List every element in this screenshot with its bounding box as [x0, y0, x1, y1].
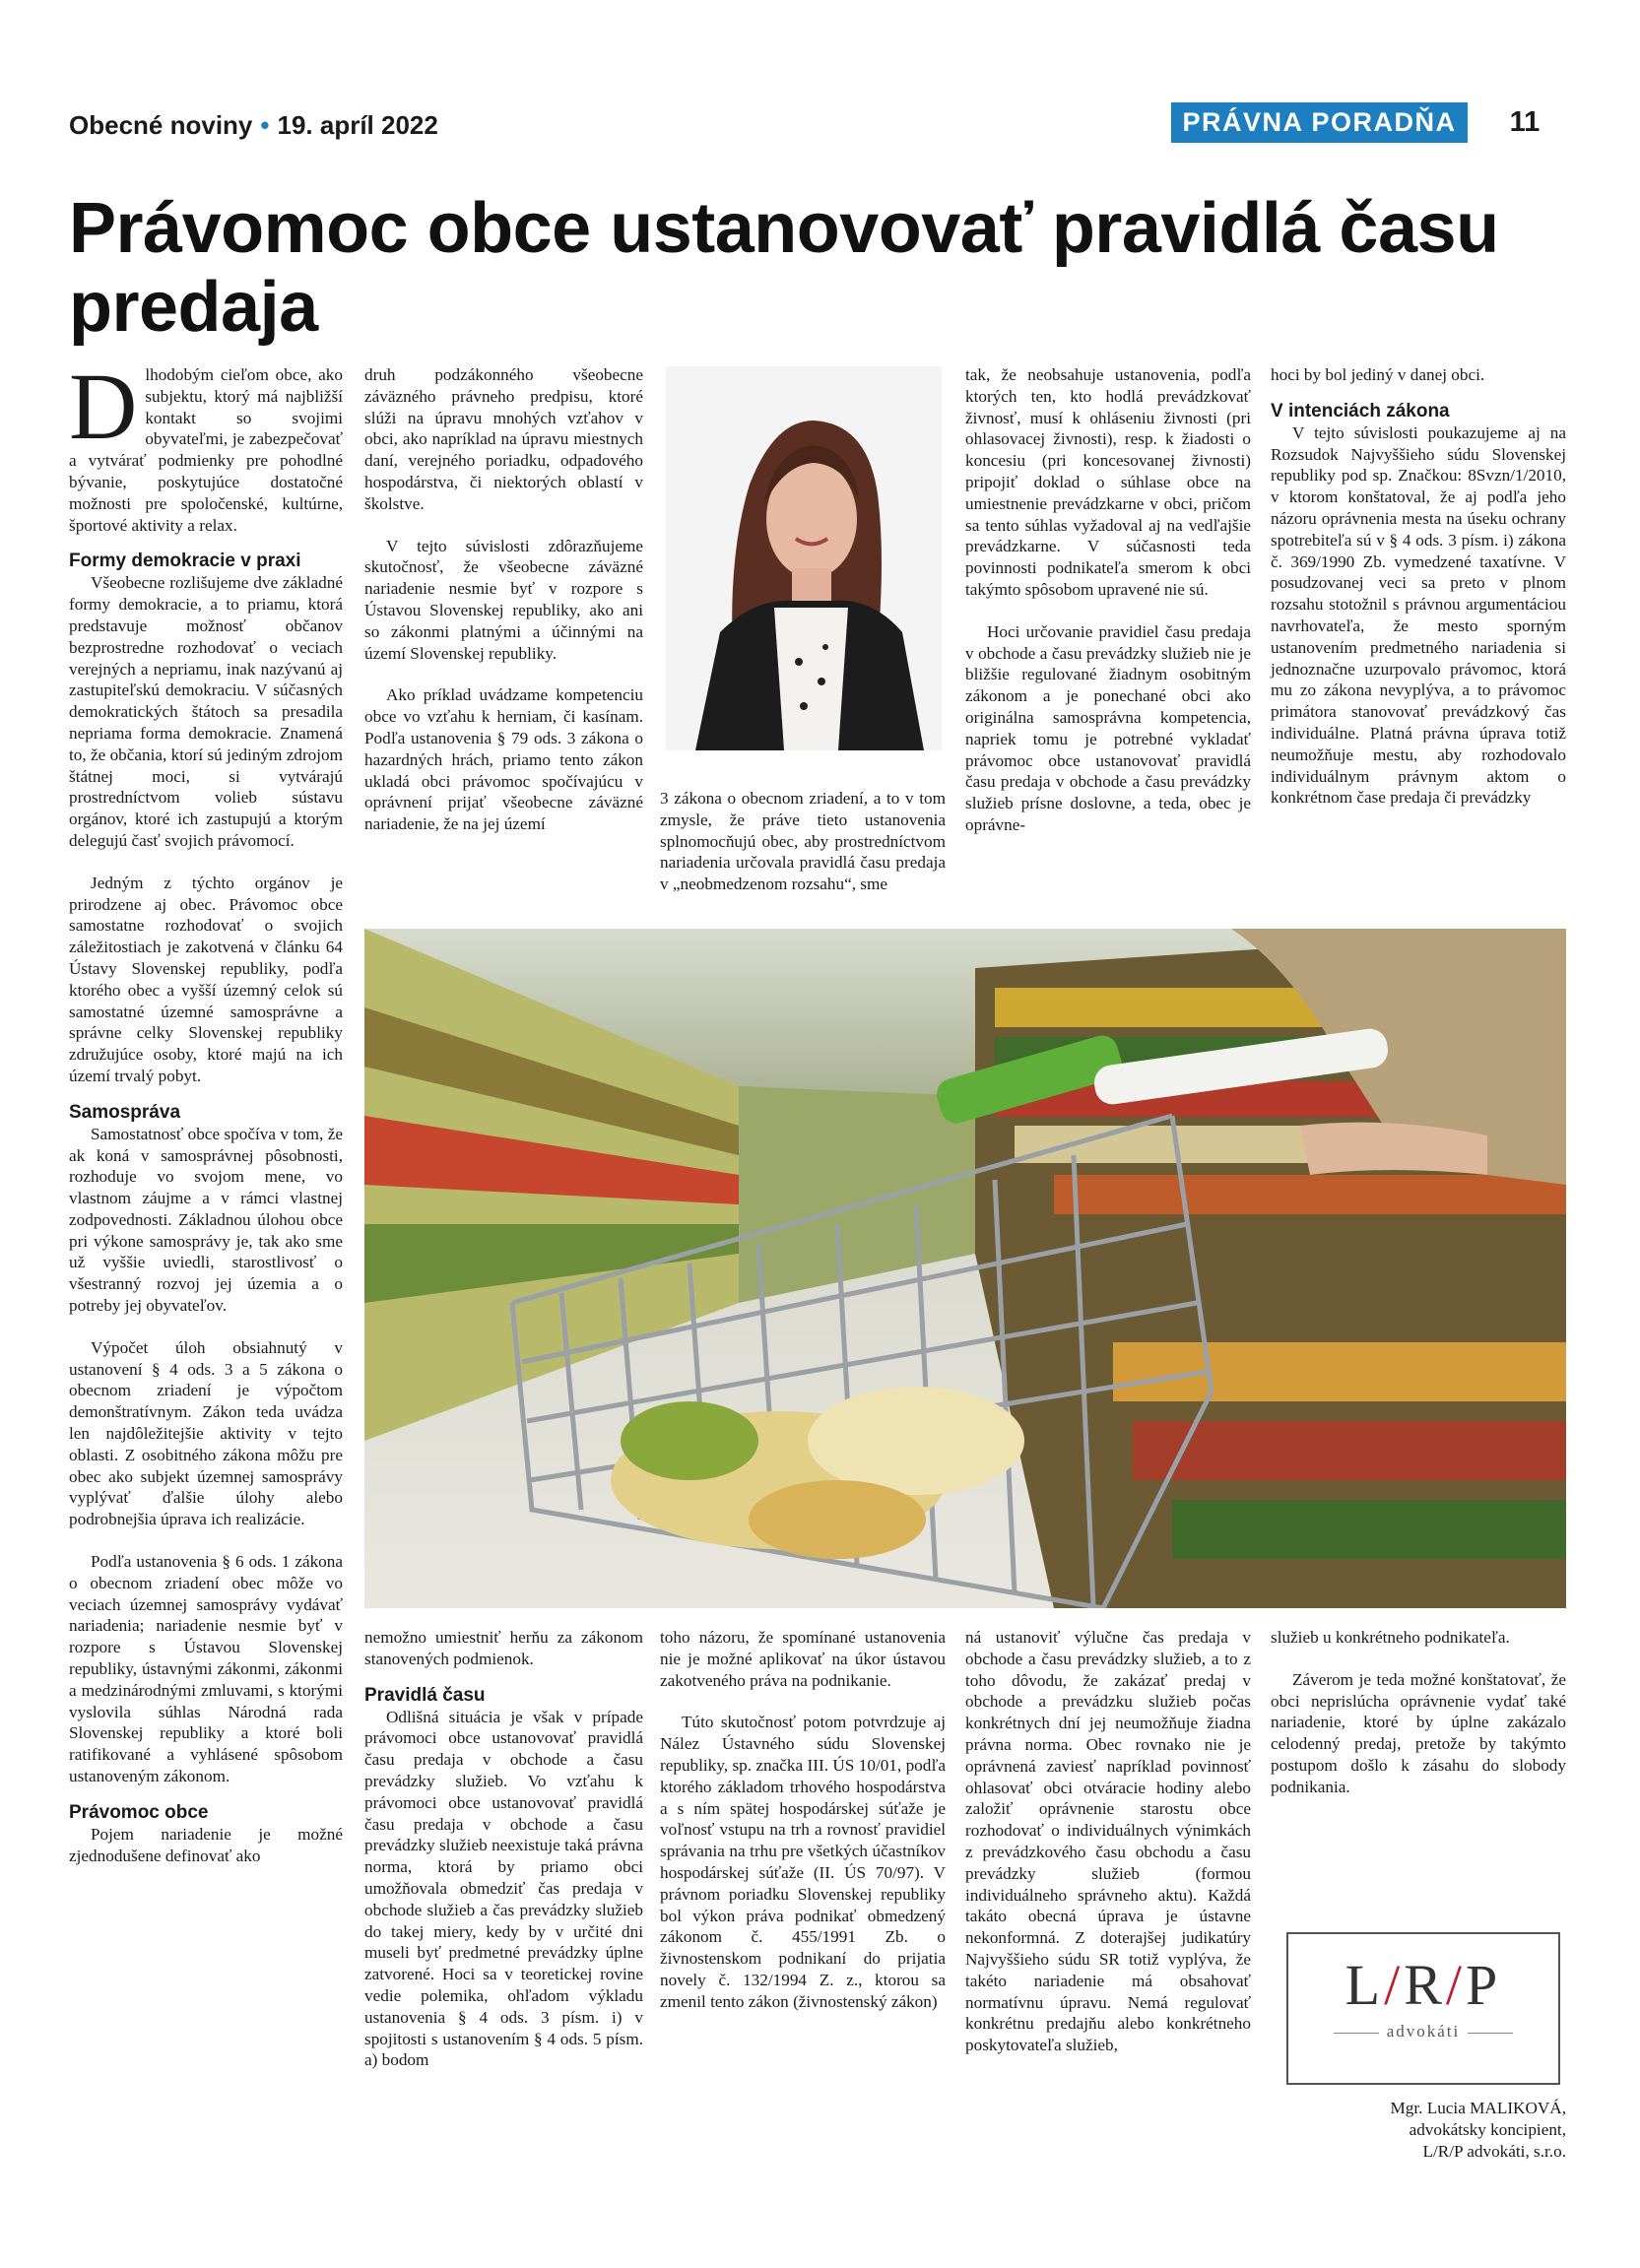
author-portrait-image — [666, 366, 942, 750]
paragraph: hoci by bol jediný v danej obci. — [1271, 365, 1485, 384]
masthead — [69, 110, 438, 141]
article-title: Právomoc obce ustanovovať pravidlá času predaja — [69, 189, 1499, 347]
paragraph: Túto skutočnosť potom potvrdzuje aj Nález Ústavného súdu Slovenskej republiky, sp. značka III. ÚS 10/01, podľa ktorého základom trhového hospodárstva a s ním spätej hospodárskej súťaže je voľnosť vstupu na trh a rovnosť pravidiel správania na trhu pre všetkých účastníkov hospodárskej súťaže (II. ÚS 70/97). V právnom poriadku Slovenskej republiky bol výkon práva podnikať obmedzený zákonom č. 455/1991 Zb. o živnostenskom podnikaní do prijatia novely č. 132/1994 Z. z., ktorou sa zmenil tento zákon (živnostenský zákon) — [660, 1713, 946, 2011]
bottom-column-3 — [660, 1627, 946, 2013]
subheading: Formy demokracie v praxi — [69, 551, 301, 572]
section-label: PRÁVNA PORADŇA — [1171, 102, 1468, 143]
bottom-column-5 — [1271, 1627, 1566, 1798]
logo-subtitle: advokáti — [1288, 2022, 1558, 2041]
paragraph: Jedným z týchto orgánov je prirodzene aj obec. Právomoc obce samostatne rozhodovať o svojich záležitostiach je zakotvená v článku 64 Ústavy Slovenskej republiky, podľa ktorého obec a vyšší územný celok sú samostatné územné samosprávne a správne celky Slovenskej republiky združujúce osoby, ktoré majú na ich území trvalý pobyt. — [69, 873, 343, 1085]
author-name: Mgr. Lucia MALIKOVÁ, — [1390, 2099, 1566, 2117]
paragraph: druh podzákonného všeobecne záväzného právneho predpisu, ktoré slúži na úpravu mnohých vzťahov v obci, ako napríklad na úpravu miestnych daní, verejného poriadku, odpadového hospodárstva, či niektorých oblastí v školstve. — [364, 365, 643, 513]
subheading: Samospráva — [69, 1101, 181, 1123]
paragraph: Pojem nariadenie je možné zjednodušene definovať ako — [69, 1824, 343, 1865]
subheading: Pravidlá času — [364, 1684, 486, 1706]
paragraph: Všeobecne rozlišujeme dve základné formy demokracie, a to priamu, ktorá predstavuje možnosť občanov bezprostredne rozhodovať o veciach verejných a nepriamu, inak nazývanú aj zastupiteľskú demokraciu. V súčasných demokratických štátoch sa presadila nepriama forma demokracie. Znamená to, že občania, ktorí sú jediným zdrojom štátnej moci, si vytvárajú prostredníctvom volieb sústavu orgánov, ktoré ich zastupujú a ktorým delegujú časť svojich právomocí. — [69, 573, 343, 850]
page-number: 11 — [1509, 106, 1541, 138]
column-5 — [1271, 364, 1566, 809]
column-2 — [364, 364, 643, 835]
paragraph: tak, že neobsahuje ustanovenia, podľa ktorých ten, kto hodlá prevádzkovať živnosť, musí k ohláseniu živnosti (pri ohlasovacej živnosti), resp. k žiadosti o koncesiu (pri koncesovanej živnosti) pripojiť doklad o súhlase obce na umiestnenie prevádzkarne v obci, pričom sa tento súhlas vyžadoval aj na vedľajšie prevádzkarne. V súčasnosti teda povinnosti podnikateľa smerom k obci takýmto spôsobom upravené nie sú. — [965, 365, 1251, 599]
paper-name: Obecné noviny — [69, 110, 253, 140]
law-firm-logo — [1286, 1932, 1560, 2085]
bottom-column-2 — [364, 1627, 643, 2071]
drop-cap: D — [69, 354, 138, 459]
paragraph: V tejto súvislosti poukazujeme aj na Rozsudok Najvyššieho súdu Slovenskej republiky pod sp. Značkou: 8Svzn/1/2010, v ktorom konštatoval, že aj podľa jeho názoru oprávnenia mesta na úseku ochrany spotrebiteľa sú v § 4 ods. 3 písm. i) zákona č. 369/1990 Zb. vymedzené taxatívne. V posudzovanej veci sa preto v plnom rozsahu stotožnil s právnou argumentáciou navrhovateľa, že mesto sporným ustanovením predmetného nariadenia si jednoznačne uzurpovalo právomoc, ktorá mu zo zákona nevyplýva, a to právomoc primátora stanovovať prevádzkový čas individuálne. Platná právna úprava totiž neumožňuje mestu, aby rozhodovalo individuálnym právnym aktom o konkrétnom čase predaja či prevádzky — [1271, 422, 1566, 808]
paragraph: Podľa ustanovenia § 6 ods. 1 zákona o obecnom zriadení obec môže vo veciach územnej samosprávy vydávať nariadenia; nariadenie nesmie byť v rozpore s Ústavou Slovenskej republiky, ústavnými zákonmi, zákonmi a medzinárodnými zmluvami, s ktorými vyslovila súhlas Národná rada Slovenskej republiky a ktoré boli ratifikované a vyhlásené spôsobom ustanoveným zákonom. — [69, 1552, 343, 1786]
column-3 — [660, 788, 946, 895]
bottom-column-4 — [965, 1627, 1251, 2056]
paragraph: Výpočet úloh obsiahnutý v ustanovení § 4 ods. 3 a 5 zákona o obecnom zriadení je výpočtom demonštratívnym. Zákon teda uvádza len najdôležitejšie aktivity v tejto oblasti. Z osobitného zákona môžu pre obec ako subjekt územnej samosprávy vyplývať ďalšie úlohy alebo podrobnejšia úprava ich realizácie. — [69, 1337, 343, 1529]
paragraph: služieb u konkrétneho podnikateľa. — [1271, 1628, 1510, 1647]
shopping-cart-photo — [364, 929, 1566, 1608]
column-1 — [69, 354, 343, 1866]
paragraph: ná ustanoviť výlučne čas predaja v obchode a času prevádzky služieb, a to z toho dôvodu, že zakázať predaj v obchode a prevádzku služieb počas konkrétnych dní jej neumožňuje žiadna právna norma. Obec rovnako nie je oprávnená zaviesť napríklad povinnosť ohlasovať obci otváracie hodiny alebo založiť oprávnenie starostu obce rozhodovať o individuálnych výnimkách z prevádzkového času obchodu a času prevádzky služieb (formou individuálneho správneho aktu). Každá takáto obecná úprava je ústavne nekonformná. Z doterajšej judikatúry Najvyššieho súdu SR totiž vyplýva, že takéto nariadenie má obsahovať normatívnu úpravu. Nemá regulovať konkrétnu predajňu alebo konkrétneho poskytovateľa služieb, — [965, 1628, 1251, 2055]
paragraph: toho názoru, že spomínané ustanovenia nie je možné aplikovať na úkor ústavou zakotveného práva na podnikanie. — [660, 1628, 946, 1690]
paragraph: Ako príklad uvádzame kompetenciu obce vo vzťahu k herniam, či kasínam. Podľa ustanovenia § 79 ods. 3 zákona o hazardných hrách, priamo tento zákon ukladá obci právomoc spočívajúcu v oprávnení prijať všeobecne záväzné nariadenie, že na jej území — [364, 685, 643, 834]
paragraph: Odlišná situácia je však v prípade právomoci obce ustanovovať pravidlá času predaja v obchode a času prevádzky služieb. Vo vzťahu k právomoci obce ustanovovať pravidlá času predaja v obchode a času prevádzky služieb neexistuje taká právna norma, ktorá by priamo obci umožňovala obmedziť čas predaja v obchode služieb a čas prevádzky služieb do takej miery, kedy by v určité dni museli byť predmetné prevádzky úplne zatvorené. Hoci sa v teoretickej rovine vedie polemika, ohľadom výkladu ustanovenia § 4 ods. 3 písm. i) v spojitosti s ustanovením § 4 ods. 5 písm. a) bodom — [364, 1707, 643, 2070]
bullet-separator: • — [260, 110, 270, 140]
logo-mark: L/R/P — [1345, 1953, 1502, 2017]
column-4 — [965, 364, 1251, 836]
subheading: V intenciách zákona — [1271, 400, 1450, 421]
author-role: advokátsky koncipient, — [1409, 2120, 1566, 2139]
author-firm: L/R/P advokáti, s.r.o. — [1422, 2142, 1566, 2161]
paragraph: V tejto súvislosti zdôrazňujeme skutočnosť, že všeobecne záväzné nariadenie nesmie byť v rozpore s Ústavou Slovenskej republiky, ako ani so zákonmi platnými a účinnými na území Slovenskej republiky. — [364, 536, 643, 663]
author-signature — [1271, 2098, 1566, 2163]
subheading: Právomoc obce — [69, 1801, 209, 1823]
paragraph: Dlhodobým cieľom obce, ako subjektu, ktorý má najbližší kontakt so svojimi obyvateľmi, je zabezpečovať a vytvárať podmienky pre pohodlné bývanie, poskytujúce dostatočné možnosti pre spoločenské, kultúrne, športové aktivity a relax. — [69, 354, 343, 535]
paragraph: Hoci určovanie pravidiel času predaja v obchode a času prevádzky služieb nie je bližšie regulované žiadnym osobitným zákonom a je ponechané obci ako originálna samosprávna kompetencia, napriek tomu je potrebné vykladať právomoc obce ustanovovať pravidlá času predaja v obchode a času prevádzky služieb prísne doslovne, a teda, obec je oprávne- — [965, 621, 1251, 834]
issue-date: 19. apríl 2022 — [277, 110, 438, 140]
paragraph: nemožno umiestniť herňu za zákonom stanovených podmienok. — [364, 1628, 643, 1668]
paragraph: Samostatnosť obce spočíva v tom, že ak koná v samosprávnej pôsobnosti, rozhoduje vo svojom mene, vo vlastnom záujme a v rámci vlastnej zodpovednosti. Základnou úlohou obce pri výkone samosprávy je, tak ako sme už vyššie uviedli, starostlivosť o všestranný rozvoj jej územia a o potreby jej obyvateľov. — [69, 1124, 343, 1316]
paragraph: 3 zákona o obecnom zriadení, a to v tom zmysle, že práve tieto ustanovenia splnomocňujú obec, aby prostredníctvom nariadenia určovala pravidlá času predaja v „neobmedzenom rozsahu“, sme — [660, 789, 946, 894]
paragraph: Záverom je teda možné konštatovať, že obci neprislúcha oprávnenie vydať také nariadenie, ktoré by úplne zakázalo celodenný predaj, pretože by takýmto postupom došlo k zásahu do slobody podnikania. — [1271, 1669, 1566, 1796]
